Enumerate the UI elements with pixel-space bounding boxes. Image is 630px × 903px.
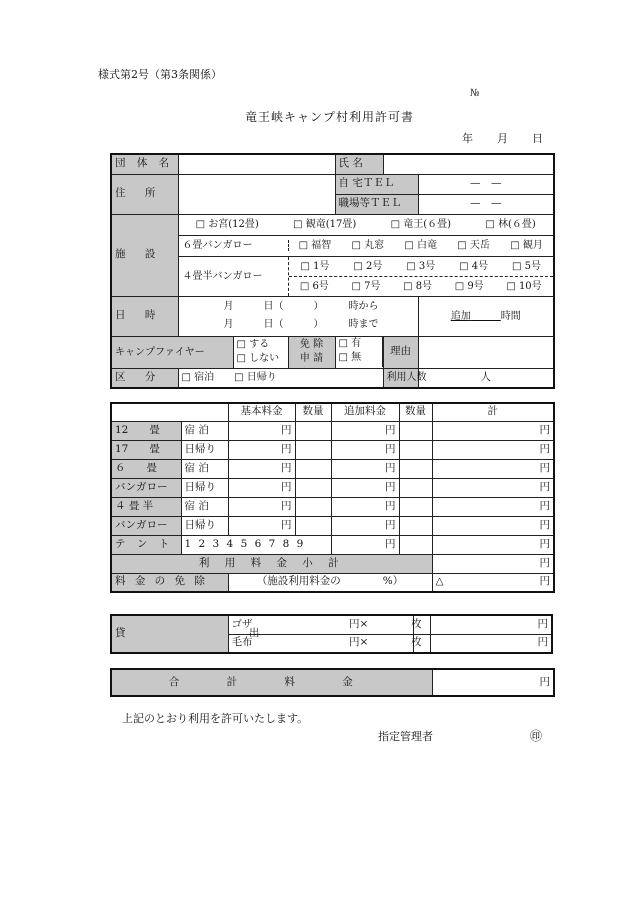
fee-row-label: 17 畳	[111, 440, 181, 459]
seal-icon: ㊞	[530, 729, 543, 743]
fee-header-basic: 基本料金	[228, 403, 295, 421]
fee-row-label: バンガロー	[111, 516, 181, 535]
fee-row-label: ４ 畳 半	[111, 497, 181, 516]
manager-label: 指定管理者	[378, 730, 433, 743]
fee-qty2[interactable]	[399, 459, 432, 478]
exemption-request-label	[288, 336, 335, 368]
bungalow6-label: ６畳バンガロー	[179, 240, 289, 251]
fee-total-yen[interactable]: 円	[432, 459, 554, 478]
fee-table	[110, 402, 555, 593]
bungalow45-10[interactable]: □ 10号	[506, 280, 542, 292]
fee-row-label: 12 畳	[111, 421, 181, 440]
fee-qty[interactable]	[295, 516, 331, 535]
total-label: 合 計 料 金	[111, 669, 432, 696]
fee-header-qty2: 数量	[399, 403, 432, 421]
home-tel-field[interactable]: — —	[418, 174, 554, 194]
permission-statement: 上記のとおり利用を許可いたします。	[122, 712, 309, 725]
address-field[interactable]	[178, 174, 335, 214]
address-label: 住 所	[111, 174, 178, 214]
campfire-yes[interactable]: □ する	[236, 339, 270, 350]
fee-header-extra: 追加料金	[331, 403, 399, 421]
exemption-label-1: 免 除	[299, 339, 324, 350]
fee-total-yen[interactable]: 円	[432, 516, 554, 535]
bungalow45-1[interactable]: □ 1号	[300, 260, 330, 272]
bungalow45-8[interactable]: □ 8号	[403, 280, 433, 292]
campfire-options[interactable]	[233, 336, 288, 368]
facility-label: 施 設	[111, 214, 178, 296]
rental-goza-unit: 円×	[349, 617, 369, 630]
exemption-fee-text[interactable]: （施設利用料金の %）	[228, 573, 432, 592]
reason-label: 理由	[383, 336, 418, 368]
fee-basic-yen[interactable]: 円	[228, 478, 295, 497]
fee-basic-yen[interactable]: 円	[228, 459, 295, 478]
rental-blanket-label: 毛布	[231, 636, 253, 649]
exemption-no[interactable]: □ 無	[338, 352, 362, 363]
fee-basic-yen[interactable]: 円	[228, 516, 295, 535]
fee-extra-yen[interactable]: 円	[331, 497, 399, 516]
bungalow45-5[interactable]: □ 5号	[512, 260, 541, 272]
fee-extra-yen[interactable]: 円	[331, 421, 399, 440]
exemption-label-2: 申 請	[299, 353, 324, 364]
facility-kanryu[interactable]: □ 観竜(17畳)	[293, 219, 357, 230]
fee-row-label: ６ 畳	[111, 459, 181, 478]
fee-row-type: 日帰り	[181, 440, 228, 459]
fee-qty2[interactable]	[399, 440, 432, 459]
facility-options[interactable]	[178, 214, 554, 296]
bungalow45-4[interactable]: □ 4号	[459, 260, 489, 272]
fee-row-type: 宿 泊	[181, 459, 228, 478]
fee-row-label: バンガロー	[111, 478, 181, 497]
bungalow45-label: ４畳半バンガロー	[179, 257, 289, 296]
people-label: 利用人数	[383, 368, 418, 388]
fee-row-type: 日帰り	[181, 516, 228, 535]
extra-hours-field[interactable]	[418, 296, 554, 336]
division-label: 区 分	[111, 368, 178, 388]
bungalow6-tengaku[interactable]: □ 天岳	[457, 240, 490, 251]
rental-table	[110, 614, 553, 654]
facility-omiya[interactable]: □ お宮(12畳)	[195, 219, 259, 230]
fee-header-qty: 数量	[295, 403, 331, 421]
bungalow45-6[interactable]: □ 6号	[299, 280, 329, 292]
fee-basic-yen[interactable]: 円	[228, 421, 295, 440]
tent-qty2[interactable]	[399, 535, 432, 554]
datetime-to: 月 日（ ） 時まで	[223, 319, 379, 330]
fee-qty2[interactable]	[399, 478, 432, 497]
fee-qty[interactable]	[295, 459, 331, 478]
name-label: 氏 名	[335, 154, 383, 174]
date-year: 年	[462, 132, 473, 145]
work-tel-label: 職場等ＴＥＬ	[335, 194, 418, 214]
rental-blanket-count: 枚	[411, 636, 422, 649]
fee-qty2[interactable]	[399, 516, 432, 535]
datetime-field[interactable]	[178, 296, 418, 336]
tent-total-yen[interactable]: 円	[432, 535, 554, 554]
fee-extra-yen[interactable]: 円	[331, 459, 399, 478]
total-yen[interactable]: 円	[432, 669, 554, 696]
bungalow45-9[interactable]: □ 9号	[454, 280, 484, 292]
tent-numbers[interactable]: 1 2 3 4 5 6 7 8 9	[181, 535, 331, 554]
fee-qty2[interactable]	[399, 497, 432, 516]
rental-blanket-unit: 円×	[349, 636, 369, 649]
fee-total-yen[interactable]: 円	[432, 440, 554, 459]
org-label: 団 体 名	[111, 154, 178, 174]
bungalow6-marumado[interactable]: □ 丸窓	[351, 240, 385, 251]
exemption-yes[interactable]: □ 有	[338, 338, 362, 349]
home-tel-label: 自 宅ＴＥＬ	[335, 174, 418, 194]
org-field[interactable]	[178, 154, 335, 174]
facility-ryuo[interactable]: □ 竜王(６畳)	[390, 219, 452, 230]
name-field[interactable]	[383, 154, 554, 174]
facility-hayashi[interactable]: □ 林(６畳)	[485, 219, 536, 230]
extra-label: 追加	[450, 310, 471, 322]
fee-row-type: 宿 泊	[181, 421, 228, 440]
rental-goza-count: 枚	[411, 617, 422, 630]
form-number: 様式第2号（第3条関係）	[98, 68, 222, 81]
bungalow45-7[interactable]: □ 7号	[351, 280, 381, 292]
exemption-yen: 円	[539, 575, 550, 588]
fee-total-yen[interactable]: 円	[432, 421, 554, 440]
fee-extra-yen[interactable]: 円	[331, 516, 399, 535]
fee-basic-yen[interactable]: 円	[228, 497, 295, 516]
date-day: 日	[532, 132, 543, 145]
bungalow45-2[interactable]: □ 2号	[353, 260, 383, 272]
work-tel-field[interactable]: — —	[418, 194, 554, 214]
datetime-from: 月 日（ ） 時から	[223, 301, 379, 312]
bungalow6-kangetsu[interactable]: □ 観月	[510, 240, 543, 251]
fee-qty[interactable]	[295, 478, 331, 497]
number-label: №	[470, 88, 480, 99]
date-month: 月	[497, 132, 508, 145]
fee-extra-yen[interactable]: 円	[331, 478, 399, 497]
tent-extra-yen[interactable]: 円	[331, 535, 399, 554]
fee-basic-yen[interactable]: 円	[228, 440, 295, 459]
fee-total-yen[interactable]: 円	[432, 478, 554, 497]
tent-label: テ ン ト	[111, 535, 181, 554]
fee-qty[interactable]	[295, 440, 331, 459]
total-table	[110, 668, 555, 697]
datetime-label: 日 時	[111, 296, 178, 336]
fee-row-type: 日帰り	[181, 478, 228, 497]
subtotal-yen[interactable]: 円	[432, 554, 554, 573]
rental-goza-total[interactable]: 円	[430, 615, 552, 634]
division-options[interactable]: □ 宿泊 □ 日帰り	[178, 368, 383, 388]
bungalow45-3[interactable]: □ 3号	[406, 260, 436, 272]
exemption-fee-label: 料 金 の 免 除	[111, 573, 228, 592]
rental-goza-label: ゴザ	[231, 617, 253, 630]
extra-unit: 時間	[500, 310, 521, 322]
bungalow6-fukuchi[interactable]: □ 福智	[298, 240, 332, 251]
fee-qty2[interactable]	[399, 421, 432, 440]
bungalow6-hakuryu[interactable]: □ 白竜	[404, 240, 438, 251]
reason-field[interactable]	[418, 336, 554, 368]
fee-extra-yen[interactable]: 円	[331, 440, 399, 459]
rental-blanket-total[interactable]: 円	[430, 634, 552, 653]
campfire-label: キャンプファイヤー	[111, 336, 233, 368]
triangle-icon: △	[435, 575, 444, 588]
exemption-options[interactable]	[335, 336, 383, 368]
subtotal-label: 利 用 料 金 小 計	[111, 554, 432, 573]
fee-row-type: 宿 泊	[181, 497, 228, 516]
campfire-no[interactable]: □ しない	[236, 353, 280, 364]
fee-qty[interactable]	[295, 421, 331, 440]
people-field[interactable]: 人	[418, 368, 554, 388]
fee-header-total: 計	[432, 403, 554, 421]
application-table	[110, 153, 555, 389]
fee-total-yen[interactable]: 円	[432, 497, 554, 516]
fee-qty[interactable]	[295, 497, 331, 516]
exemption-fee-total[interactable]	[432, 573, 554, 592]
page-title: 竜王峡キャンプ村利用許可書	[245, 110, 415, 124]
rental-label: 貸 出	[111, 615, 228, 653]
fee-header-blank	[111, 403, 228, 421]
